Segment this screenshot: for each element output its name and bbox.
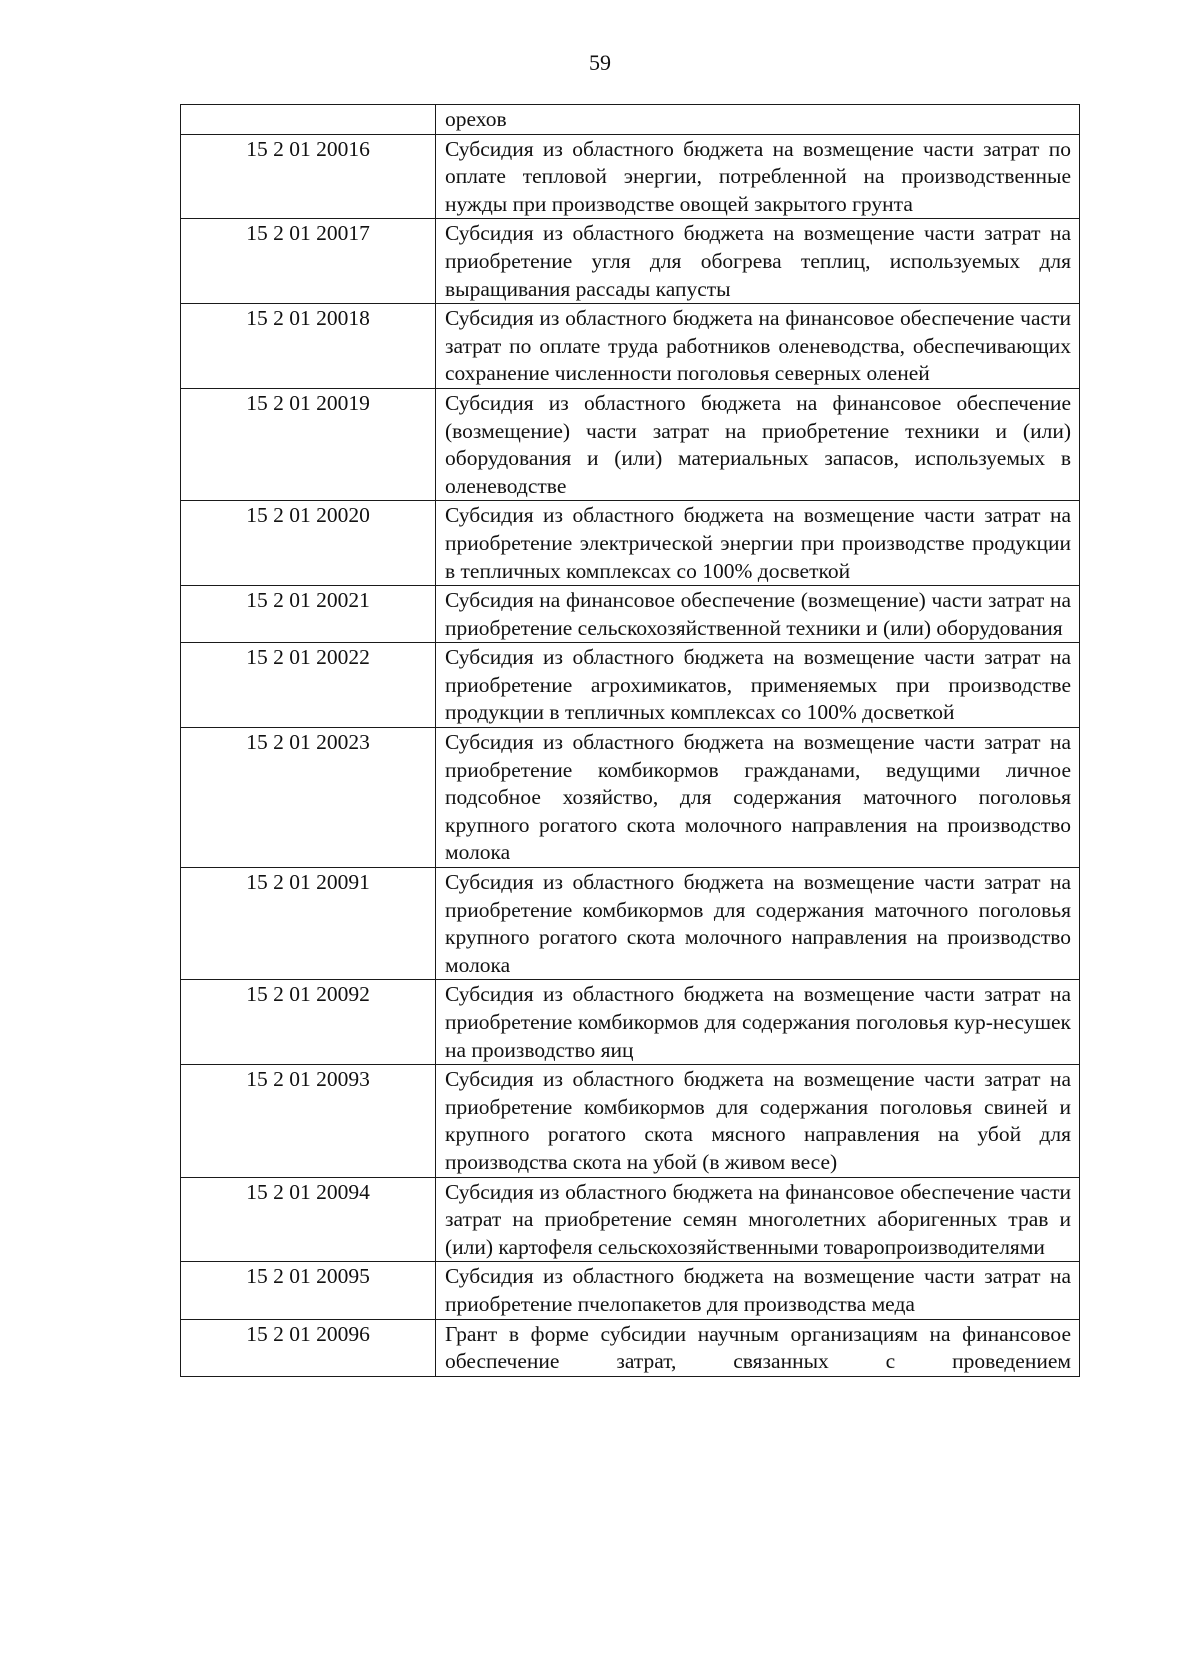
row-description: Субсидия из областного бюджета на возмещение части затрат на приобретение электрической энергии при производстве продукции в тепличных комплексах со 100% досветкой: [436, 501, 1080, 586]
table-row: [181, 219, 1080, 304]
row-description: Субсидия из областного бюджета на финансовое обеспечение (возмещение) части затрат на приобретение техники и (или) оборудования и (или) материальных запасов, используемых в оленеводстве: [436, 388, 1080, 500]
row-code: 15 2 01 20018: [181, 304, 436, 389]
table-row: [181, 728, 1080, 868]
table-row: [181, 501, 1080, 586]
row-description: Грант в форме субсидии научным организациям на финансовое обеспечение затрат, связанных с проведением: [436, 1319, 1080, 1376]
row-description: Субсидия из областного бюджета на возмещение части затрат на приобретение комбикормов для содержания поголовья кур-несушек на производство яиц: [436, 980, 1080, 1065]
table-row: [181, 304, 1080, 389]
row-description: Субсидия на финансовое обеспечение (возмещение) части затрат на приобретение сельскохозяйственной техники и (или) оборудования: [436, 586, 1080, 643]
page-number: 59: [589, 50, 611, 75]
row-description: Субсидия из областного бюджета на финансовое обеспечение части затрат по оплате труда работников оленеводства, обеспечивающих сохранение численности поголовья северных оленей: [436, 304, 1080, 389]
row-description: Субсидия из областного бюджета на возмещение части затрат на приобретение агрохимикатов, применяемых при производстве продукции в тепличных комплексах со 100% досветкой: [436, 643, 1080, 728]
row-code: 15 2 01 20016: [181, 134, 436, 219]
row-description: Субсидия из областного бюджета на возмещение части затрат на приобретение угля для обогрева теплиц, используемых для выращивания рассады капусты: [436, 219, 1080, 304]
table-row: [181, 586, 1080, 643]
row-code: 15 2 01 20017: [181, 219, 436, 304]
row-code: 15 2 01 20019: [181, 388, 436, 500]
table-row: [181, 868, 1080, 980]
row-description: Субсидия из областного бюджета на возмещение части затрат по оплате тепловой энергии, потребленной на производственные нужды при производстве овощей закрытого грунта: [436, 134, 1080, 219]
table-row: [181, 134, 1080, 219]
table-row: [181, 1262, 1080, 1319]
table-row: [181, 105, 1080, 135]
row-code: 15 2 01 20023: [181, 728, 436, 868]
row-code: 15 2 01 20094: [181, 1177, 436, 1262]
row-code: 15 2 01 20020: [181, 501, 436, 586]
row-description: Субсидия из областного бюджета на возмещение части затрат на приобретение комбикормов для содержания поголовья свиней и крупного рогатого скота мясного направления на убой для производства скота на убой (в живом весе): [436, 1065, 1080, 1177]
table-row: [181, 643, 1080, 728]
row-description: Субсидия из областного бюджета на финансовое обеспечение части затрат на приобретение семян многолетних аборигенных трав и (или) картофеля сельскохозяйственными товаропроизводителями: [436, 1177, 1080, 1262]
row-code: 15 2 01 20091: [181, 868, 436, 980]
table-row: [181, 1177, 1080, 1262]
row-code: 15 2 01 20093: [181, 1065, 436, 1177]
row-description: Субсидия из областного бюджета на возмещение части затрат на приобретение комбикормов гражданами, ведущими личное подсобное хозяйство, для содержания маточного поголовья крупного рогатого скота молочного направления на производство молока: [436, 728, 1080, 868]
table-row: [181, 980, 1080, 1065]
row-code: [181, 105, 436, 135]
row-code: 15 2 01 20022: [181, 643, 436, 728]
row-description: Субсидия из областного бюджета на возмещение части затрат на приобретение комбикормов для содержания маточного поголовья крупного рогатого скота молочного направления на производство молока: [436, 868, 1080, 980]
table-row: [181, 1319, 1080, 1376]
row-code: 15 2 01 20096: [181, 1319, 436, 1376]
row-code: 15 2 01 20092: [181, 980, 436, 1065]
row-code: 15 2 01 20021: [181, 586, 436, 643]
row-description: Субсидия из областного бюджета на возмещение части затрат на приобретение пчелопакетов для производства меда: [436, 1262, 1080, 1319]
table-row: [181, 1065, 1080, 1177]
table-row: [181, 388, 1080, 500]
row-description: орехов: [436, 105, 1080, 135]
budget-codes-table: [180, 104, 1080, 1377]
row-code: 15 2 01 20095: [181, 1262, 436, 1319]
